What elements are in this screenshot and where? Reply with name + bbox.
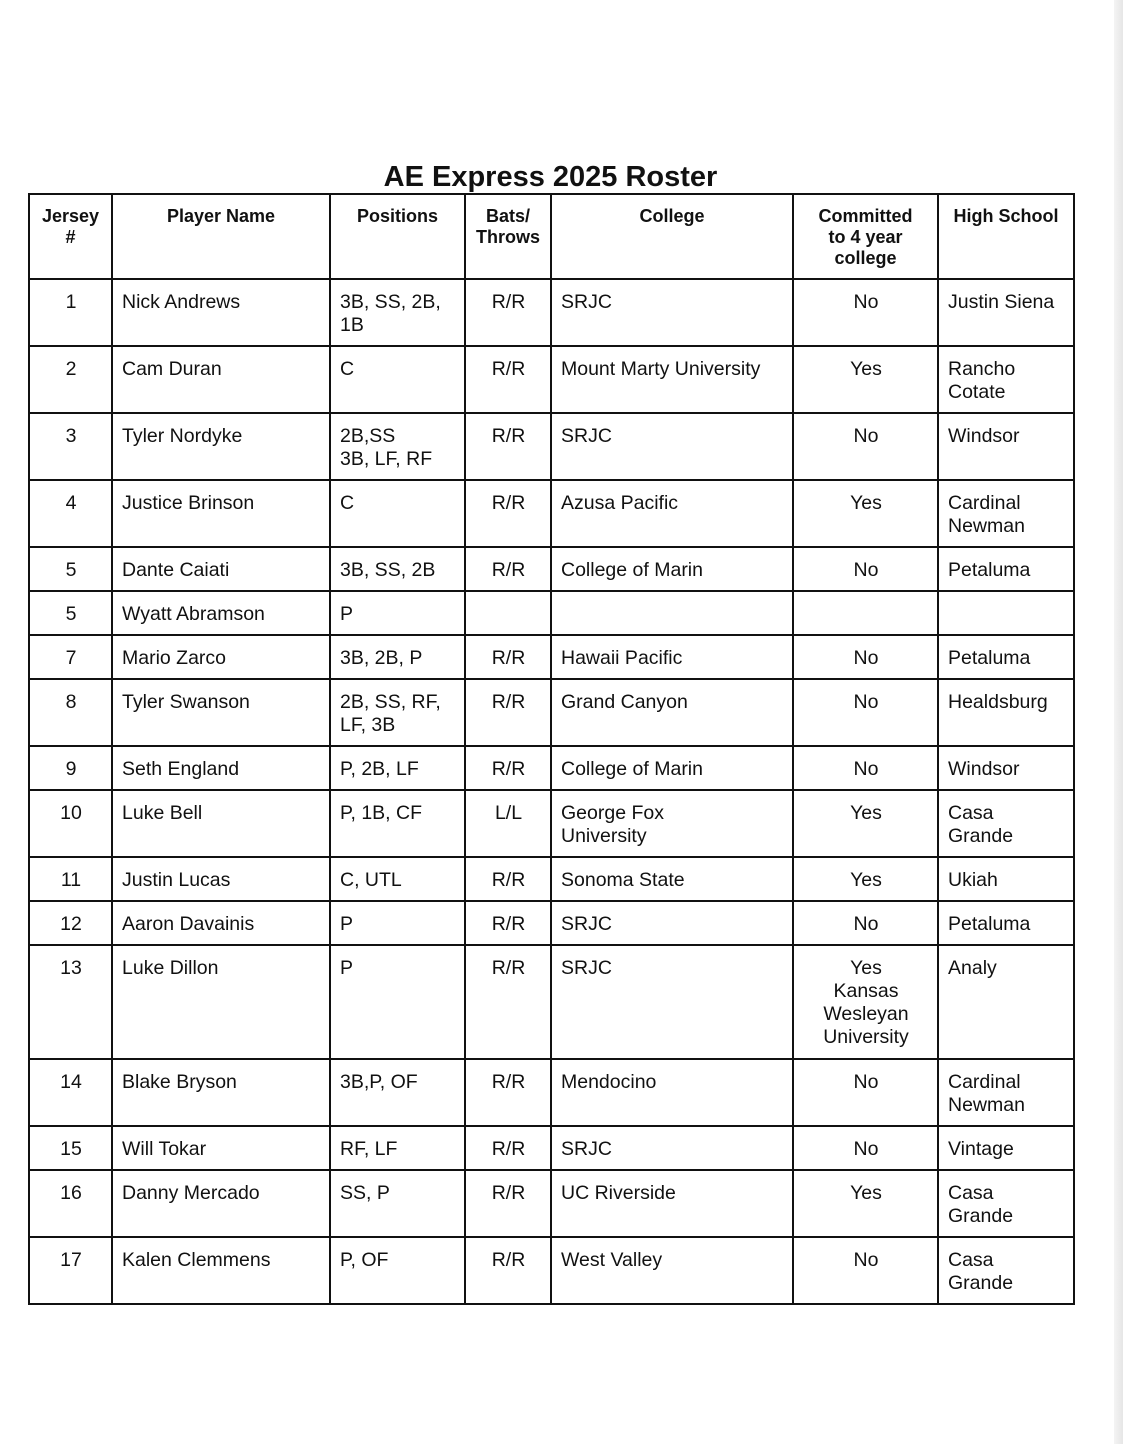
table-row: [29, 547, 1074, 591]
college-cell: Mendocino: [551, 1059, 793, 1126]
player-name-cell: Cam Duran: [112, 346, 330, 413]
header-committed: Committed to 4 year college: [793, 194, 938, 279]
jersey-cell: 7: [29, 635, 112, 679]
bats-throws-cell: R/R: [465, 945, 551, 1059]
header-high-school: High School: [938, 194, 1074, 279]
college-cell: Azusa Pacific: [551, 480, 793, 547]
table-row: [29, 1170, 1074, 1237]
college-cell: College of Marin: [551, 547, 793, 591]
bats-throws-cell: R/R: [465, 1059, 551, 1126]
positions-cell: 3B, 2B, P: [330, 635, 465, 679]
college-cell: UC Riverside: [551, 1170, 793, 1237]
jersey-cell: 9: [29, 746, 112, 790]
bats-throws-cell: [465, 591, 551, 635]
college-cell: College of Marin: [551, 746, 793, 790]
table-row: [29, 279, 1074, 346]
high-school-cell: Windsor: [938, 746, 1074, 790]
jersey-cell: 2: [29, 346, 112, 413]
high-school-cell: Casa Grande: [938, 1170, 1074, 1237]
header-row: [29, 194, 1074, 279]
committed-cell: No: [793, 746, 938, 790]
committed-cell: Yes: [793, 1170, 938, 1237]
college-cell: SRJC: [551, 1126, 793, 1170]
player-name-cell: Aaron Davainis: [112, 901, 330, 945]
college-cell: George Fox University: [551, 790, 793, 857]
header-bats-throws: Bats/ Throws: [465, 194, 551, 279]
committed-cell: No: [793, 547, 938, 591]
roster-body: [29, 279, 1074, 1304]
header-player-name: Player Name: [112, 194, 330, 279]
table-row: [29, 857, 1074, 901]
committed-cell: Yes: [793, 790, 938, 857]
bats-throws-cell: R/R: [465, 746, 551, 790]
jersey-cell: 17: [29, 1237, 112, 1304]
positions-cell: C: [330, 480, 465, 547]
bats-throws-cell: R/R: [465, 857, 551, 901]
player-name-cell: Blake Bryson: [112, 1059, 330, 1126]
committed-cell: No: [793, 1059, 938, 1126]
player-name-cell: Nick Andrews: [112, 279, 330, 346]
committed-cell: No: [793, 413, 938, 480]
positions-cell: P, OF: [330, 1237, 465, 1304]
bats-throws-cell: R/R: [465, 1126, 551, 1170]
page-edge: [1114, 0, 1123, 1444]
committed-cell: Yes: [793, 346, 938, 413]
player-name-cell: Dante Caiati: [112, 547, 330, 591]
roster-table: [28, 193, 1075, 1305]
table-row: [29, 1237, 1074, 1304]
positions-cell: 2B,SS 3B, LF, RF: [330, 413, 465, 480]
bats-throws-cell: R/R: [465, 346, 551, 413]
positions-cell: 3B, SS, 2B: [330, 547, 465, 591]
college-cell: Grand Canyon: [551, 679, 793, 746]
high-school-cell: Justin Siena: [938, 279, 1074, 346]
jersey-cell: 4: [29, 480, 112, 547]
jersey-cell: 5: [29, 547, 112, 591]
player-name-cell: Wyatt Abramson: [112, 591, 330, 635]
header-college: College: [551, 194, 793, 279]
high-school-cell: Petaluma: [938, 547, 1074, 591]
table-row: [29, 591, 1074, 635]
jersey-cell: 13: [29, 945, 112, 1059]
table-row: [29, 790, 1074, 857]
player-name-cell: Tyler Nordyke: [112, 413, 330, 480]
committed-cell: Yes: [793, 480, 938, 547]
table-row: [29, 1126, 1074, 1170]
positions-cell: P: [330, 591, 465, 635]
table-row: [29, 679, 1074, 746]
bats-throws-cell: R/R: [465, 1237, 551, 1304]
jersey-cell: 1: [29, 279, 112, 346]
high-school-cell: Casa Grande: [938, 790, 1074, 857]
committed-cell: No: [793, 279, 938, 346]
high-school-cell: Ukiah: [938, 857, 1074, 901]
positions-cell: SS, P: [330, 1170, 465, 1237]
committed-cell: Yes: [793, 857, 938, 901]
table-row: [29, 1059, 1074, 1126]
player-name-cell: Mario Zarco: [112, 635, 330, 679]
player-name-cell: Kalen Clemmens: [112, 1237, 330, 1304]
bats-throws-cell: R/R: [465, 413, 551, 480]
bats-throws-cell: R/R: [465, 279, 551, 346]
jersey-cell: 3: [29, 413, 112, 480]
high-school-cell: Petaluma: [938, 901, 1074, 945]
high-school-cell: Analy: [938, 945, 1074, 1059]
positions-cell: 3B,P, OF: [330, 1059, 465, 1126]
high-school-cell: Vintage: [938, 1126, 1074, 1170]
jersey-cell: 8: [29, 679, 112, 746]
positions-cell: P: [330, 945, 465, 1059]
table-row: [29, 480, 1074, 547]
jersey-cell: 11: [29, 857, 112, 901]
table-row: [29, 901, 1074, 945]
college-cell: [551, 591, 793, 635]
bats-throws-cell: R/R: [465, 679, 551, 746]
jersey-cell: 15: [29, 1126, 112, 1170]
high-school-cell: Rancho Cotate: [938, 346, 1074, 413]
committed-cell: No: [793, 1237, 938, 1304]
positions-cell: C, UTL: [330, 857, 465, 901]
bats-throws-cell: R/R: [465, 1170, 551, 1237]
table-row: [29, 346, 1074, 413]
high-school-cell: Windsor: [938, 413, 1074, 480]
high-school-cell: Cardinal Newman: [938, 480, 1074, 547]
committed-cell: Yes Kansas Wesleyan University: [793, 945, 938, 1059]
jersey-cell: 16: [29, 1170, 112, 1237]
jersey-cell: 10: [29, 790, 112, 857]
page-title: AE Express 2025 Roster: [383, 161, 718, 193]
jersey-cell: 12: [29, 901, 112, 945]
player-name-cell: Luke Dillon: [112, 945, 330, 1059]
table-row: [29, 746, 1074, 790]
bats-throws-cell: R/R: [465, 547, 551, 591]
jersey-cell: 14: [29, 1059, 112, 1126]
player-name-cell: Seth England: [112, 746, 330, 790]
positions-cell: C: [330, 346, 465, 413]
high-school-cell: Casa Grande: [938, 1237, 1074, 1304]
college-cell: West Valley: [551, 1237, 793, 1304]
committed-cell: No: [793, 635, 938, 679]
table-row: [29, 945, 1074, 1059]
college-cell: Hawaii Pacific: [551, 635, 793, 679]
positions-cell: 2B, SS, RF, LF, 3B: [330, 679, 465, 746]
player-name-cell: Will Tokar: [112, 1126, 330, 1170]
positions-cell: RF, LF: [330, 1126, 465, 1170]
committed-cell: [793, 591, 938, 635]
player-name-cell: Luke Bell: [112, 790, 330, 857]
positions-cell: P: [330, 901, 465, 945]
player-name-cell: Tyler Swanson: [112, 679, 330, 746]
college-cell: SRJC: [551, 413, 793, 480]
table-row: [29, 635, 1074, 679]
committed-cell: No: [793, 679, 938, 746]
high-school-cell: Petaluma: [938, 635, 1074, 679]
positions-cell: 3B, SS, 2B, 1B: [330, 279, 465, 346]
college-cell: Sonoma State: [551, 857, 793, 901]
high-school-cell: [938, 591, 1074, 635]
bats-throws-cell: R/R: [465, 635, 551, 679]
jersey-cell: 5: [29, 591, 112, 635]
header-jersey: Jersey #: [29, 194, 112, 279]
college-cell: Mount Marty University: [551, 346, 793, 413]
player-name-cell: Justin Lucas: [112, 857, 330, 901]
committed-cell: No: [793, 901, 938, 945]
college-cell: SRJC: [551, 901, 793, 945]
header-positions: Positions: [330, 194, 465, 279]
college-cell: SRJC: [551, 279, 793, 346]
high-school-cell: Cardinal Newman: [938, 1059, 1074, 1126]
positions-cell: P, 1B, CF: [330, 790, 465, 857]
player-name-cell: Justice Brinson: [112, 480, 330, 547]
player-name-cell: Danny Mercado: [112, 1170, 330, 1237]
positions-cell: P, 2B, LF: [330, 746, 465, 790]
bats-throws-cell: R/R: [465, 901, 551, 945]
college-cell: SRJC: [551, 945, 793, 1059]
committed-cell: No: [793, 1126, 938, 1170]
high-school-cell: Healdsburg: [938, 679, 1074, 746]
bats-throws-cell: L/L: [465, 790, 551, 857]
bats-throws-cell: R/R: [465, 480, 551, 547]
table-row: [29, 413, 1074, 480]
